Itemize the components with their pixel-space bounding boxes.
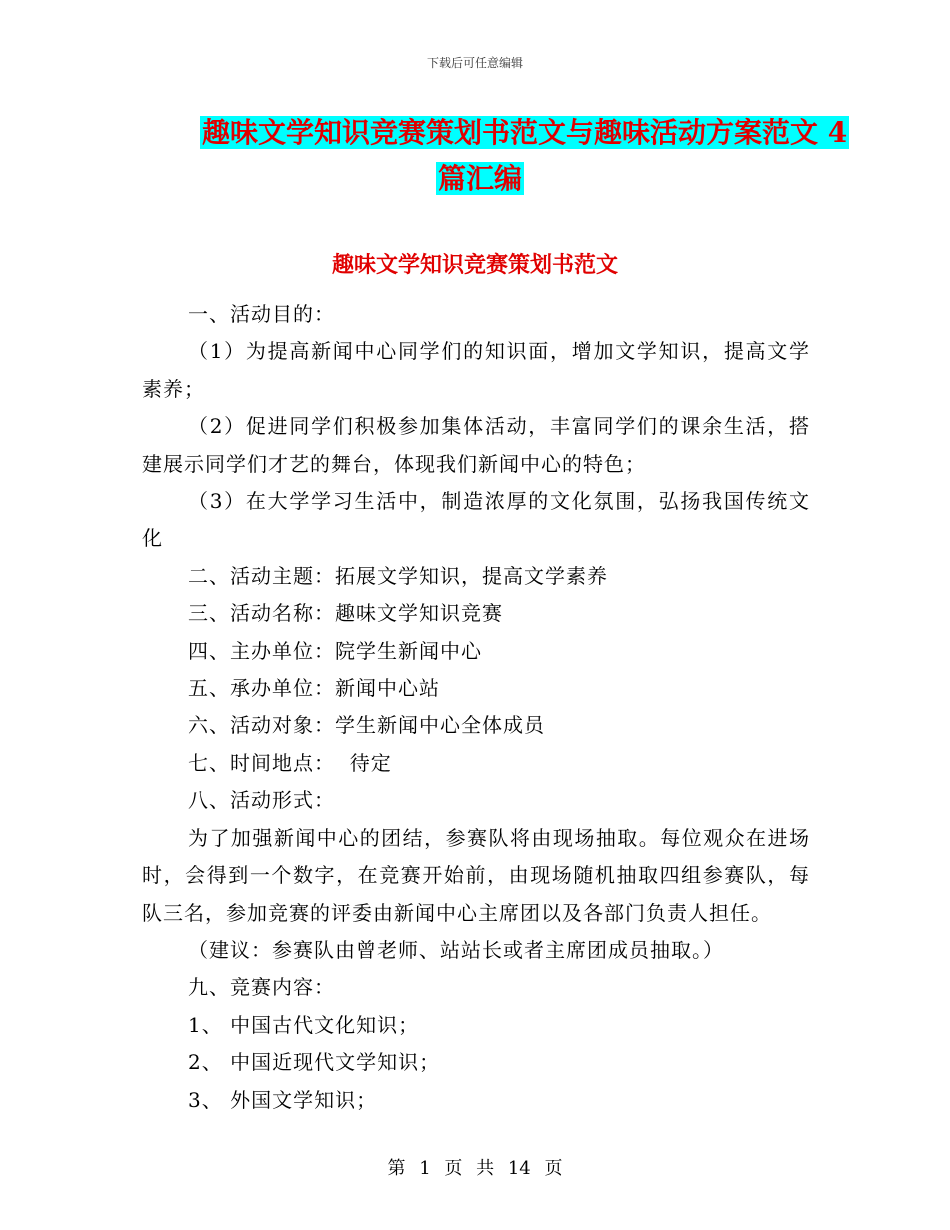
- paragraph: （1）为提高新闻中心同学们的知识面，增加文学知识，提高文学素养；: [142, 339, 810, 401]
- paragraph: 七、时间地点： 待定: [188, 750, 392, 775]
- paragraph: （建议：参赛队由曾老师、站站长或者主席团成员抽取。）: [188, 937, 724, 962]
- paragraph: 四、主办单位：院学生新闻中心: [188, 638, 482, 663]
- title-line-2: 篇汇编: [438, 162, 523, 195]
- section-title: 趣味文学知识竞赛策划书范文: [331, 252, 618, 278]
- paragraph: 三、活动名称：趣味文学知识竞赛: [188, 601, 503, 626]
- paragraph: 二、活动主题：拓展文学知识，提高文学素养: [188, 563, 608, 588]
- paragraph: 1、 中国古代文化知识；: [188, 1012, 420, 1037]
- paragraph: （2）促进同学们积极参加集体活动，丰富同学们的课余生活，搭建展示同学们才艺的舞台，体现我们新闻中心的特色；: [142, 414, 810, 476]
- page-number: 第 1 页 共 14 页: [387, 1158, 563, 1179]
- paragraph: （3）在大学学习生活中，制造浓厚的文化氛围，弘扬我国传统文化: [142, 489, 810, 551]
- paragraph: 3、 外国文学知识；: [188, 1087, 378, 1112]
- paragraph: 八、活动形式：: [188, 788, 335, 813]
- paragraph: 五、承办单位：新闻中心站: [188, 676, 440, 701]
- paragraph: 一、活动目的：: [188, 302, 335, 326]
- paragraph: 2、 中国近现代文学知识；: [188, 1050, 441, 1075]
- paragraph: 六、活动对象：学生新闻中心全体成员: [188, 713, 545, 738]
- document-body: [142, 296, 810, 1119]
- paragraph: 为了加强新闻中心的团结，参赛队将由现场抽取。每位观众在进场时，会得到一个数字，在竞赛开始前，由现场随机抽取四组参赛队，每队三名，参加竞赛的评委由新闻中心主席团以及各部门负责人担任。: [142, 825, 810, 925]
- header-note: 下载后可任意编辑: [426, 56, 523, 70]
- title-line-1: 趣味文学知识竞赛策划书范文与趣味活动方案范文 4: [202, 116, 848, 149]
- paragraph: 九、竞赛内容：: [188, 975, 335, 1000]
